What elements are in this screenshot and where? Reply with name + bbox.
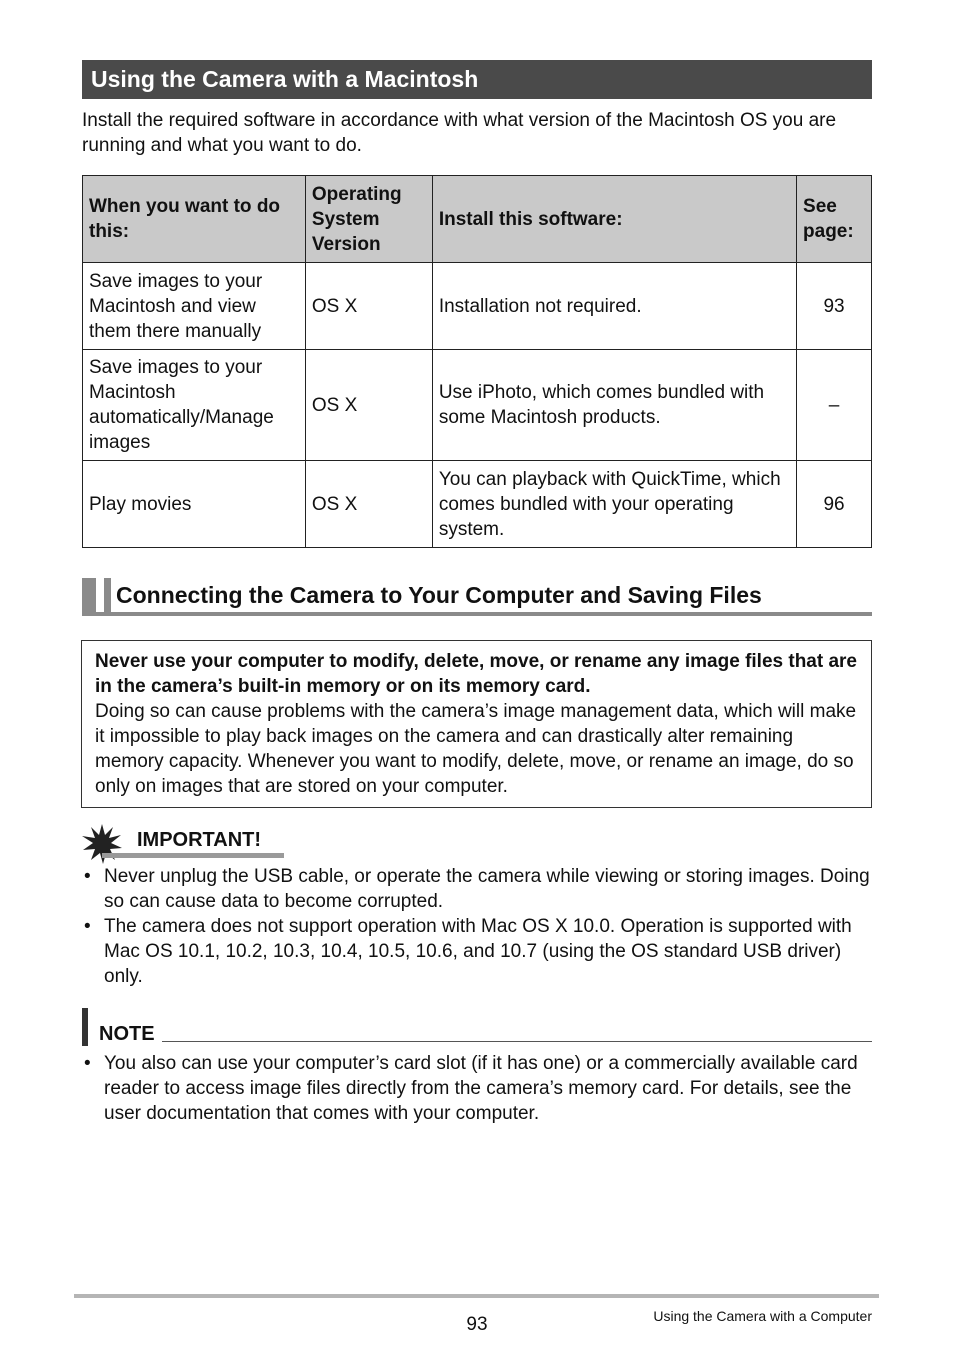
header-see-page: See page: — [797, 176, 872, 263]
heading-underline — [82, 612, 872, 616]
important-underline — [102, 853, 284, 858]
cell-task: Play movies — [83, 461, 306, 548]
cell-task: Save images to your Macintosh automatically/Manage images — [83, 350, 306, 461]
header-task: When you want to do this: — [83, 176, 306, 263]
header-os-version: Operating System Version — [305, 176, 432, 263]
table-row — [83, 350, 872, 461]
list-item — [82, 1051, 872, 1126]
bullet: • — [84, 1053, 91, 1074]
page-number: 93 — [466, 1314, 488, 1335]
starburst-icon — [82, 824, 122, 864]
subsection-title: Connecting the Camera to Your Computer and Saving Files — [116, 582, 762, 608]
list-item-text: The camera does not support operation with Mac OS X 10.0. Operation is supported with Mac OS 10.1, 10.2, 10.3, 10.4, 10.5, 10.6, and 10.7 (using the OS standard USB driver) only. — [104, 916, 852, 987]
heading-marker — [82, 578, 96, 612]
warning-box — [81, 640, 872, 808]
cell-os-version: OS X — [305, 461, 432, 548]
note-rule — [162, 1041, 872, 1042]
warning-bold-text: Never use your computer to modify, delete, move, or rename any image files that are in the camera’s built-in memory or on its memory card. — [95, 651, 858, 697]
cell-see-page: – — [797, 350, 872, 461]
note-heading — [82, 1008, 872, 1048]
cell-os-version: OS X — [305, 263, 432, 350]
cell-see-page: 96 — [797, 461, 872, 548]
warning-body-text: Doing so can cause problems with the camera’s image management data, which will make it impossible to play back images on the camera and can drastically alter remaining memory capacity. Whenever you want to modify, delete, move, or rename an image, do so only on images that are stored on your computer. — [95, 701, 857, 797]
table-row — [83, 461, 872, 548]
cell-software: Use iPhoto, which comes bundled with some Macintosh products. — [432, 350, 796, 461]
section-title-bar — [82, 60, 872, 99]
bullet: • — [84, 916, 91, 937]
important-list — [82, 864, 872, 989]
list-item-text: You also can use your computer’s card slot (if it has one) or a commercially available card reader to access image files directly from the camera’s memory card. For details, see the user documentation that comes with your computer. — [104, 1053, 858, 1124]
note-list — [82, 1051, 872, 1126]
bullet: • — [84, 866, 91, 887]
cell-os-version: OS X — [305, 350, 432, 461]
note-label: NOTE — [99, 1023, 155, 1045]
footer-chapter-title: Using the Camera with a Computer — [653, 1308, 872, 1324]
note-marker — [82, 1008, 88, 1046]
cell-task: Save images to your Macintosh and view them there manually — [83, 263, 306, 350]
table-row — [83, 263, 872, 350]
heading-marker — [104, 578, 111, 612]
list-item — [82, 914, 872, 989]
table-header-row — [83, 176, 872, 263]
subsection-heading — [82, 578, 872, 616]
cell-see-page: 93 — [797, 263, 872, 350]
cell-software: Installation not required. — [432, 263, 796, 350]
footer-rule — [74, 1294, 879, 1298]
list-item-text: Never unplug the USB cable, or operate the camera while viewing or storing images. Doing so can cause data to become corrupted. — [104, 866, 870, 912]
section-title: Using the Camera with a Macintosh — [91, 66, 479, 92]
header-software: Install this software: — [432, 176, 796, 263]
software-table — [82, 175, 872, 548]
important-heading — [82, 824, 292, 864]
intro-paragraph: Install the required software in accordance with what version of the Macintosh OS you are running and what you want to do. — [82, 110, 837, 156]
important-label: IMPORTANT! — [137, 829, 262, 851]
cell-software: You can playback with QuickTime, which comes bundled with your operating system. — [432, 461, 796, 548]
list-item — [82, 864, 872, 914]
